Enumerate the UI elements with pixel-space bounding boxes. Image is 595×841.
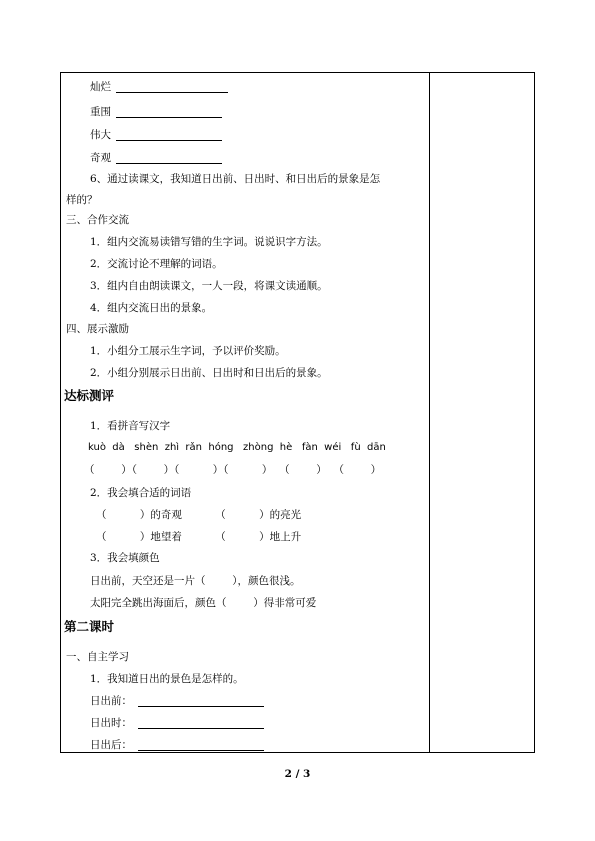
section-3-item-1: 1．组内交流易读错写错的生字词。说说识字方法。 [90,236,328,248]
assessment-q2-title: 2．我会填合适的词语 [90,487,192,499]
sunrise-before-label: 日出前： [90,695,132,707]
assessment-q2-line-2[interactable]: （ ）地望着 （ ）地上升 [96,531,302,543]
pinyin-answer-brackets[interactable]: （ ）（ ）（ ）（ ） （ ） （ ） [84,464,382,476]
section-4-title: 四、展示激励 [66,323,129,335]
sunrise-after-blank[interactable] [138,750,264,751]
vocab-item-1: 灿烂 [90,81,111,93]
section-3-item-2: 2．交流讨论不理解的词语。 [90,258,223,270]
lesson-2-heading: 第二课时 [64,619,115,634]
section-3-title: 三、合作交流 [66,214,129,226]
section-3-item-3: 3．组内自由朗读课文，一人一段，将课文读通顺。 [90,280,328,292]
sunrise-after-label: 日出后： [90,739,132,751]
assessment-q1-title: 1．看拼音写汉字 [90,420,171,432]
vocab-answer-blank-2[interactable] [116,117,222,118]
section-4-item-2: 2．小组分别展示日出前、日出时和日出后的景象。 [90,367,328,379]
q6-line-2: 样的？ [66,194,98,206]
vocab-item-2: 重围 [90,106,111,118]
q6-line-1: 6、通过读课文，我知道日出前、日出时、和日出后的景象是怎 [90,173,381,185]
assessment-heading: 达标测评 [64,388,115,403]
sunrise-during-label: 日出时： [90,717,132,729]
assessment-q3-line-1[interactable]: 日出前，天空还是一片（ ），颜色很浅。 [90,575,301,587]
section-4-item-1: 1．小组分工展示生字词，予以评价奖励。 [90,345,286,357]
page-number: 2 / 3 [284,768,311,780]
lesson-2-section-1-title: 一、自主学习 [66,651,129,663]
vocab-item-3: 伟大 [90,129,111,141]
table-column-divider [429,72,430,753]
sunrise-during-blank[interactable] [138,728,264,729]
vocab-answer-blank-4[interactable] [116,163,222,164]
vocab-answer-blank-1[interactable] [116,92,228,93]
assessment-q2-line-1[interactable]: （ ）的奇观 （ ）的亮光 [96,509,302,521]
lesson-2-q1: 1．我知道日出的景色是怎样的。 [90,673,244,685]
assessment-q3-line-2[interactable]: 太阳完全跳出海面后，颜色（ ）得非常可爱 [90,597,317,609]
sunrise-before-blank[interactable] [138,706,264,707]
vocab-item-4: 奇观 [90,152,111,164]
assessment-q3-title: 3．我会填颜色 [90,552,160,564]
vocab-answer-blank-3[interactable] [116,140,222,141]
pinyin-row: kuò dà shèn zhì rǎn hóng zhòng hè fàn wéi fù dān [88,442,386,453]
section-3-item-4: 4．组内交流日出的景象。 [90,302,213,314]
